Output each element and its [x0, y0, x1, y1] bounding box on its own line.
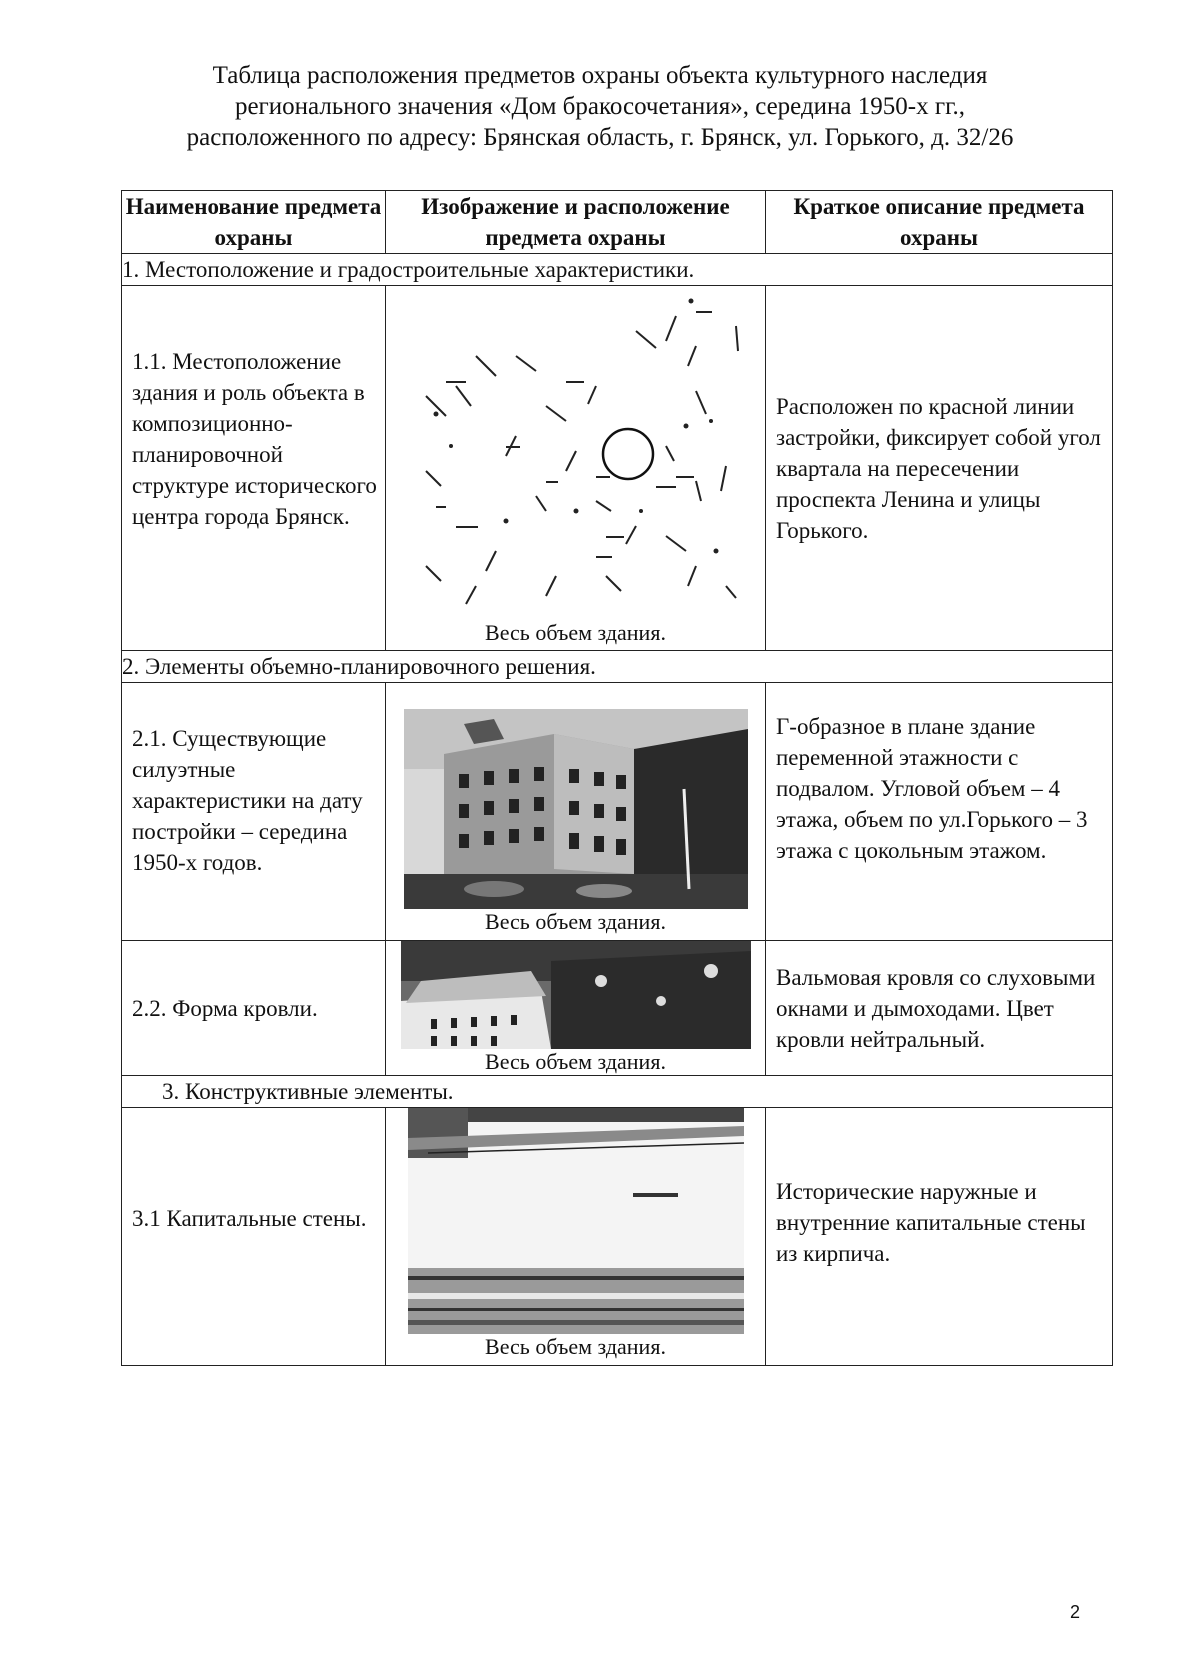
wall-photo-image — [408, 1108, 744, 1334]
item-image-cell — [386, 1108, 766, 1366]
section-row — [122, 1076, 1113, 1108]
item-image-cell — [386, 286, 766, 651]
header-description: Краткое описание предмета охраны — [766, 191, 1113, 254]
title-line-2: регионального значения «Дом бракосочетания», середина 1950-х гг., — [234, 93, 966, 120]
protection-items-table — [121, 190, 1113, 1366]
item-name: 3.1 Капитальные стены. — [122, 1108, 386, 1366]
page-number: 2 — [1070, 1602, 1081, 1622]
table-row — [122, 683, 1113, 941]
table-row — [122, 941, 1113, 1076]
item-name: 2.2. Форма кровли. — [122, 941, 386, 1076]
section-row — [122, 651, 1113, 683]
title-line-1: Таблица расположения предметов охраны объекта культурного наследия — [212, 62, 988, 89]
image-caption: Весь объем здания. — [485, 909, 666, 934]
item-name: 1.1. Местоположение здания и роль объекта в композиционно-планировочной структуре исторического центра города Брянск. — [122, 286, 386, 651]
item-image-cell — [386, 941, 766, 1076]
header-name: Наименование предмета охраны — [122, 191, 386, 254]
roof-photo-image — [401, 941, 751, 1049]
image-caption: Весь объем здания. — [485, 1334, 666, 1359]
item-name: 2.1. Существующие силуэтные характеристики на дату постройки – середина 1950-х годов. — [122, 683, 386, 941]
title-line-3: расположенного по адресу: Брянская область, г. Брянск, ул. Горького, д. 32/26 — [186, 124, 1014, 151]
table-header-row — [122, 191, 1113, 254]
image-caption: Весь объем здания. — [485, 620, 666, 645]
section-title: 2. Элементы объемно-планировочного решения. — [122, 651, 1113, 683]
document-title — [120, 60, 1080, 153]
section-row — [122, 254, 1113, 286]
item-description: Г-образное в плане здание переменной этажности с подвалом. Угловой объем – 4 этажа, объем по ул.Горького – 3 этажа с цокольным этажом. — [766, 683, 1113, 941]
table-row — [122, 286, 1113, 651]
section-title: 1. Местоположение и градостроительные характеристики. — [122, 254, 1113, 286]
item-description: Исторические наружные и внутренние капитальные стены из кирпича. — [766, 1108, 1113, 1366]
image-caption: Весь объем здания. — [485, 1049, 666, 1074]
section-title: 3. Конструктивные элементы. — [122, 1076, 1113, 1108]
building-photo-image — [404, 709, 748, 909]
item-description: Расположен по красной линии застройки, фиксирует собой угол квартала на пересечении проспекта Ленина и улицы Горького. — [766, 286, 1113, 651]
item-image-cell — [386, 683, 766, 941]
site-map-image — [396, 286, 756, 622]
item-description: Вальмовая кровля со слуховыми окнами и дымоходами. Цвет кровли нейтральный. — [766, 941, 1113, 1076]
header-image: Изображение и расположение предмета охраны — [386, 191, 766, 254]
table-row — [122, 1108, 1113, 1366]
